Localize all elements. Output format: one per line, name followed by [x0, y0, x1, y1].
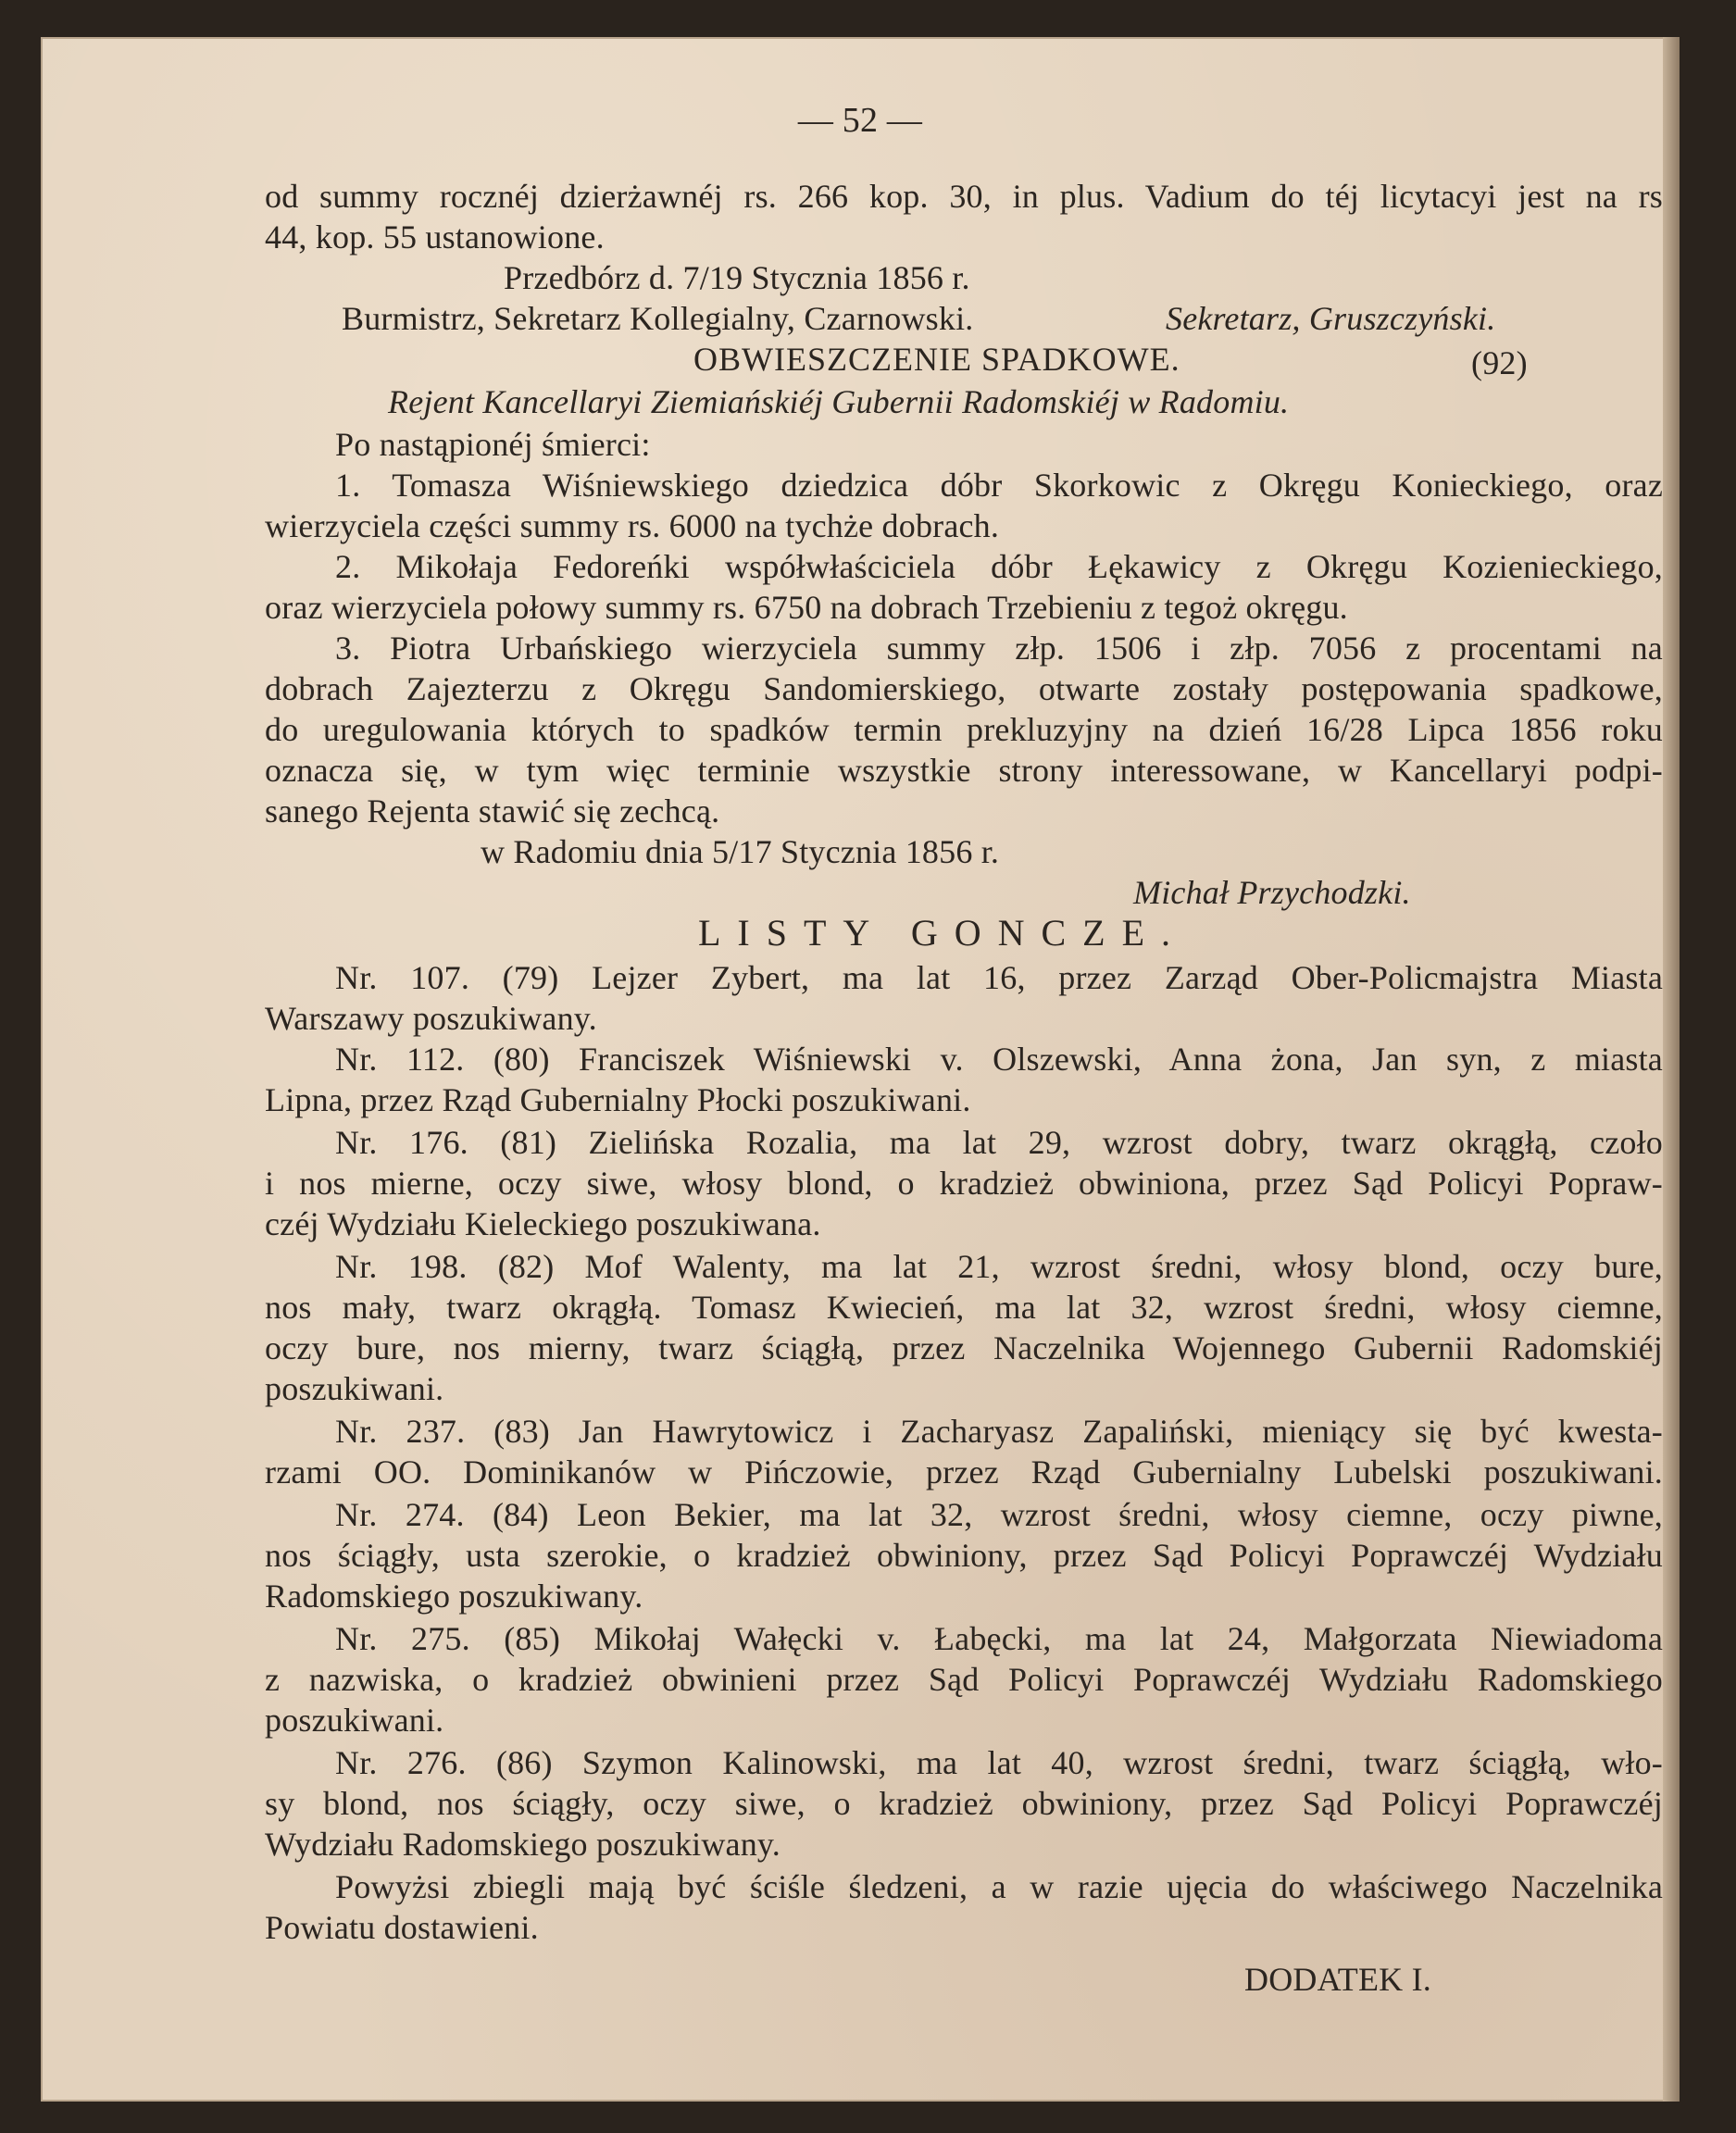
text-line: Nr. 274. (84) Leon Bekier, ma lat 32, wzrost średni, włosy ciemne, oczy piwne,	[335, 1496, 1663, 1533]
notice-number: (92)	[1471, 344, 1528, 381]
text-line: Po nastąpionéj śmierci:	[335, 426, 651, 463]
text-line: oznacza się, w tym więc terminie wszystkie strony interessowane, w Kancellaryi podpi-	[265, 752, 1663, 789]
page-number: — 52 —	[797, 101, 923, 140]
text-line: Wydziału Radomskiego poszukiwany.	[265, 1826, 781, 1863]
section-heading: LISTY GONCZE.	[698, 912, 1188, 954]
page-spine-edge	[1663, 37, 1680, 2102]
section-heading: OBWIESZCZENIE SPADKOWE.	[693, 341, 1180, 378]
text-line: 1. Tomasza Wiśniewskiego dziedzica dóbr Skorkowic z Okręgu Konieckiego, oraz	[335, 467, 1663, 504]
text-line: Nr. 237. (83) Jan Hawrytowicz i Zacharyasz Zapaliński, mieniący się być kwesta-	[335, 1413, 1663, 1450]
text-line: 3. Piotra Urbańskiego wierzyciela summy złp. 1506 i złp. 7056 z procentami na	[335, 630, 1663, 667]
text-line: Radomskiego poszukiwany.	[265, 1578, 643, 1615]
text-line: i nos mierne, oczy siwe, włosy blond, o kradzież obwiniona, przez Sąd Policyi Popraw-	[265, 1165, 1663, 1202]
text-line: rzami OO. Dominikanów w Pińczowie, przez Rząd Gubernialny Lubelski poszukiwani.	[265, 1453, 1663, 1491]
text-line: Warszawy poszukiwany.	[265, 1000, 597, 1037]
text-line: wierzyciela części summy rs. 6000 na tychże dobrach.	[265, 507, 1000, 544]
text-line: Przedbórz d. 7/19 Stycznia 1856 r.	[504, 259, 970, 296]
text-line: od summy rocznéj dzierżawnéj rs. 266 kop. 30, in plus. Vadium do téj licytacyi jest na rs	[265, 178, 1663, 215]
text-line: Powyżsi zbiegli mają być ściśle śledzeni, a w razie ujęcia do właściwego Naczelnika	[335, 1868, 1663, 1905]
scanned-page	[41, 37, 1680, 2102]
text-line: oczy bure, nos mierny, twarz ściągłą, przez Naczelnika Wojennego Gubernii Radomskiéj	[265, 1329, 1663, 1366]
text-line: sanego Rejenta stawić się zechcą.	[265, 792, 720, 830]
text-line: czéj Wydziału Kieleckiego poszukiwana.	[265, 1205, 821, 1242]
text-line: nos ściągły, usta szerokie, o kradzież obwiniony, przez Sąd Policyi Poprawczéj Wydziału	[265, 1537, 1663, 1574]
text-line: Powiatu dostawieni.	[265, 1909, 539, 1946]
text-line: do uregulowania których to spadków termin prekluzyjny na dzień 16/28 Lipca 1856 roku	[265, 711, 1663, 748]
text-line: Nr. 107. (79) Lejzer Zybert, ma lat 16, przez Zarząd Ober-Policmajstra Miasta	[335, 959, 1663, 996]
text-line: poszukiwani.	[265, 1370, 444, 1407]
text-line: Nr. 275. (85) Mikołaj Wałęcki v. Łabęcki, ma lat 24, Małgorzata Niewiadoma	[335, 1620, 1663, 1657]
text-line: Nr. 198. (82) Mof Walenty, ma lat 21, wzrost średni, włosy blond, oczy bure,	[335, 1248, 1663, 1285]
text-line: 44, kop. 55 ustanowione.	[265, 218, 605, 256]
text-line: Rejent Kancellaryi Ziemiańskiéj Gubernii Radomskiéj w Radomiu.	[388, 383, 1290, 420]
text-line: sy blond, nos ściągły, oczy siwe, o kradzież obwiniony, przez Sąd Policyi Poprawczéj	[265, 1785, 1663, 1822]
text-line: Nr. 176. (81) Zielińska Rozalia, ma lat 29, wzrost dobry, twarz okrągłą, czoło	[335, 1124, 1663, 1161]
text-line: z nazwiska, o kradzież obwinieni przez Sąd Policyi Poprawczéj Wydziału Radomskiego	[265, 1661, 1663, 1698]
signature-line: Michał Przychodzki.	[1133, 874, 1411, 911]
text-line: dobrach Zajezterzu z Okręgu Sandomierskiego, otwarte zostały postępowania spadkowe,	[265, 670, 1663, 707]
text-line: Lipna, przez Rząd Gubernialny Płocki poszukiwani.	[265, 1081, 971, 1118]
supplement-mark: DODATEK I.	[1244, 1961, 1431, 1998]
text-line: oraz wierzyciela połowy summy rs. 6750 na dobrach Trzebieniu z tegoż okręgu.	[265, 589, 1348, 626]
text-line: poszukiwani.	[265, 1702, 444, 1739]
text-line: w Radomiu dnia 5/17 Stycznia 1856 r.	[481, 833, 1000, 870]
signature-line: Burmistrz, Sekretarz Kollegialny, Czarnowski.	[342, 300, 974, 337]
text-line: nos mały, twarz okrągłą. Tomasz Kwiecień, ma lat 32, wzrost średni, włosy ciemne,	[265, 1289, 1663, 1326]
signature-line: Sekretarz, Gruszczyński.	[1166, 300, 1496, 337]
text-line: 2. Mikołaja Fedoreńki współwłaściciela dóbr Łękawicy z Okręgu Kozienieckiego,	[335, 548, 1663, 585]
text-line: Nr. 276. (86) Szymon Kalinowski, ma lat 40, wzrost średni, twarz ściągłą, wło-	[335, 1744, 1663, 1781]
text-line: Nr. 112. (80) Franciszek Wiśniewski v. Olszewski, Anna żona, Jan syn, z miasta	[335, 1041, 1663, 1078]
